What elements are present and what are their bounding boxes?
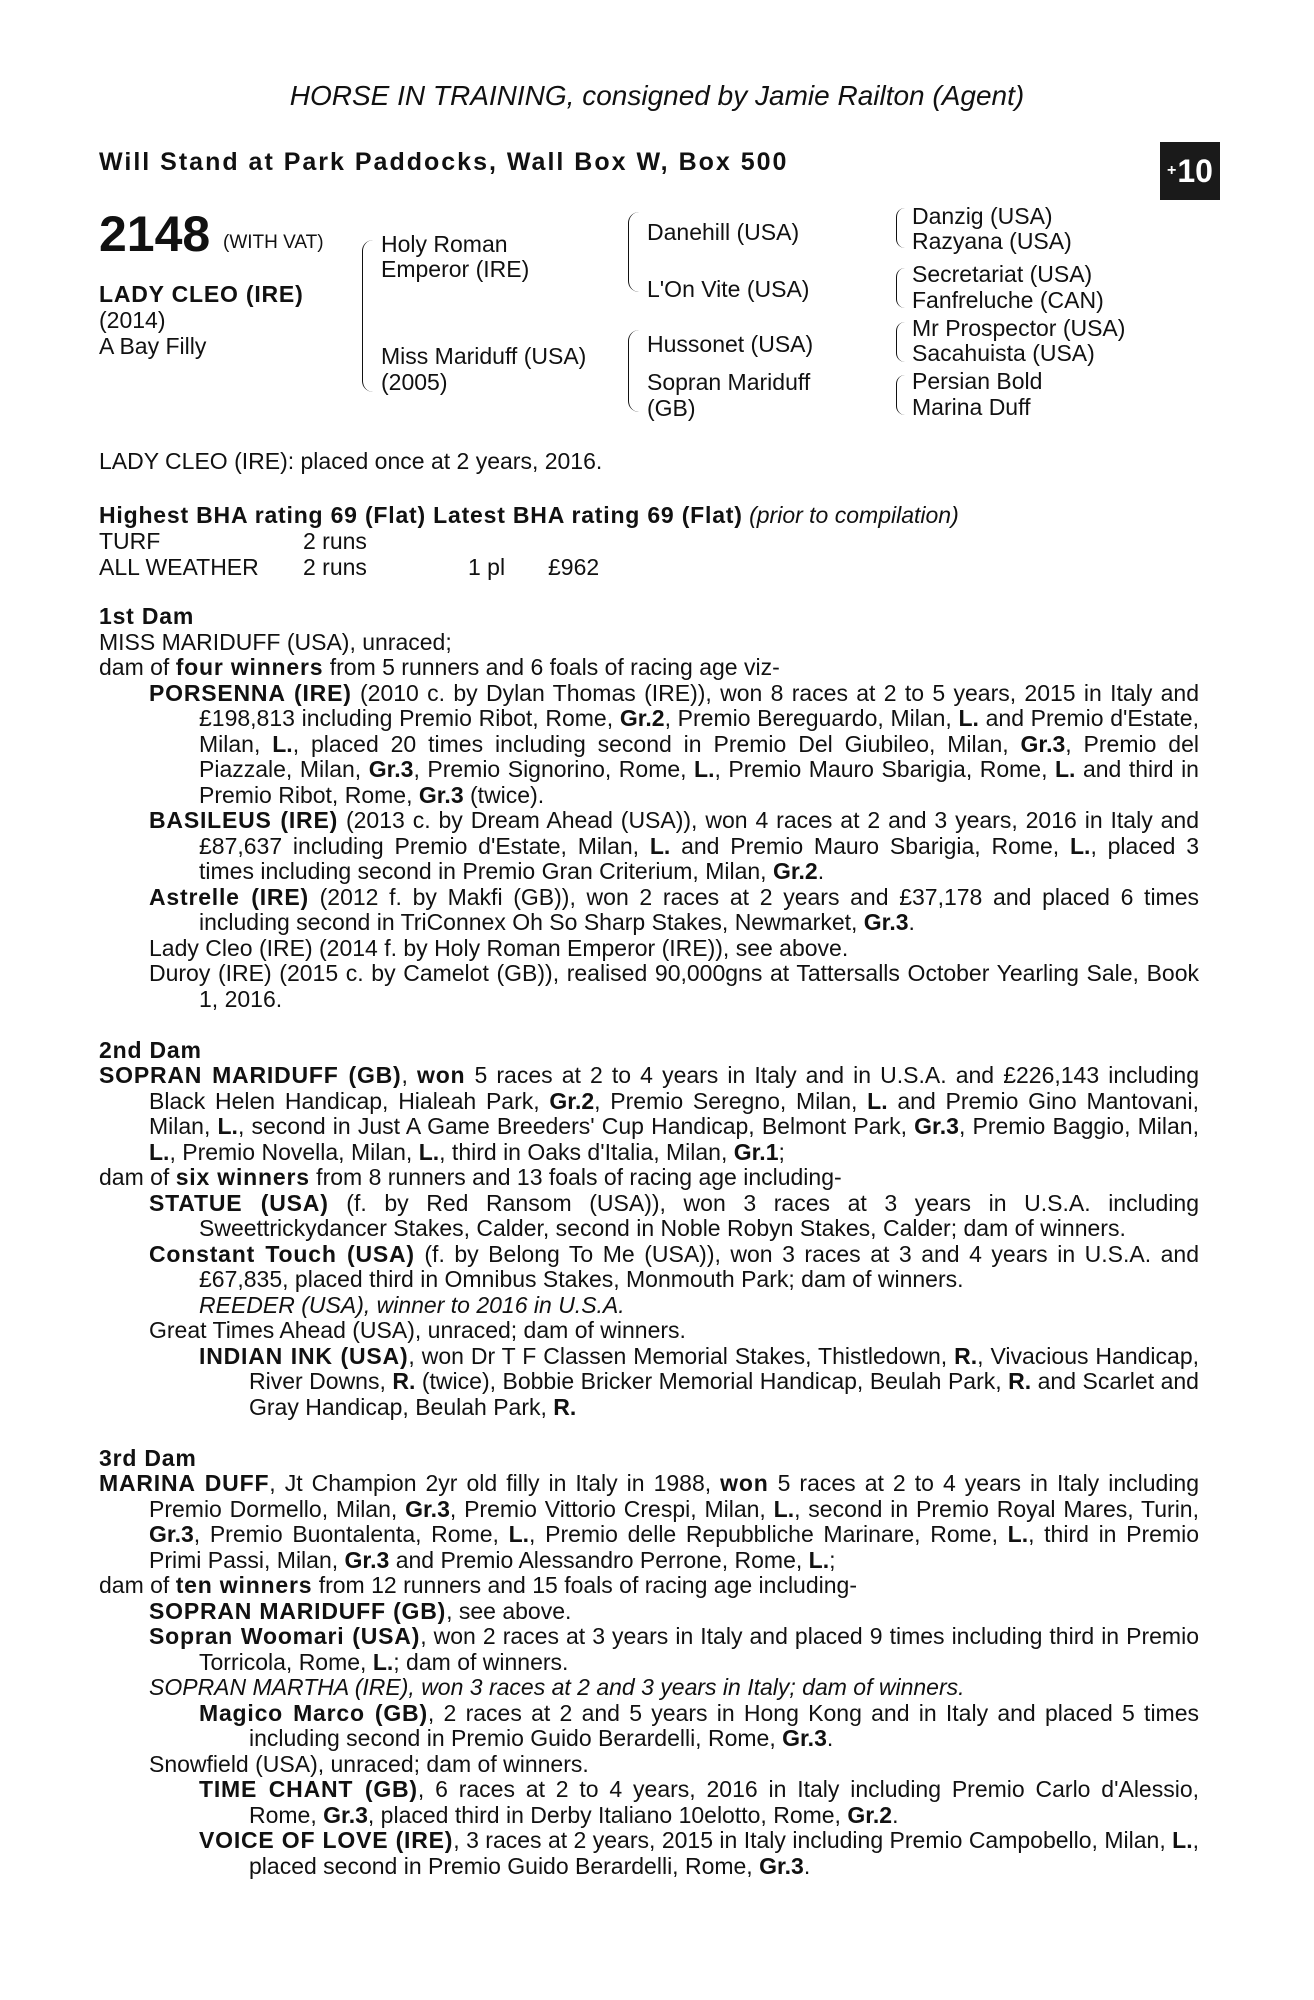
lot-number: 2148 bbox=[99, 206, 211, 262]
dam-year: (2005) bbox=[381, 369, 448, 395]
progeny-name: Magico Marco (GB) bbox=[199, 1699, 428, 1726]
progeny-name: TIME CHANT (GB) bbox=[199, 1776, 418, 1802]
progeny-duroy: Duroy (IRE) (2015 c. by Camelot (GB)), realised 90,000gns at Tattersalls October Yearling Sale, Book 1, 2016. bbox=[149, 960, 1199, 1012]
first-dam-record bbox=[99, 655, 1199, 681]
progeny-lady-cleo: Lady Cleo (IRE) (2014 f. by Holy Roman Emperor (IRE)), see above. bbox=[149, 934, 849, 961]
progeny-time-chant: TIME CHANT (GB), 6 races at 2 to 4 years, 2016 in Italy including Premio Carlo d'Alessio, Rome, Gr.3, placed third in Derby Italiano 10elotto, Rome, Gr.2. bbox=[199, 1776, 1200, 1828]
sire-sire: Danehill (USA) bbox=[647, 219, 800, 245]
third-dam-heading: 3rd Dam bbox=[99, 1444, 197, 1471]
turf-runs: 2 runs bbox=[303, 528, 367, 554]
sire-dam-dam: Fanfreluche (CAN) bbox=[912, 287, 1104, 313]
page-badge bbox=[1160, 142, 1220, 200]
dam-sire-dam: Sacahuista (USA) bbox=[912, 340, 1095, 366]
progeny-name: Constant Touch (USA) bbox=[149, 1240, 415, 1267]
progeny-indian-ink: INDIAN INK (USA), won Dr T F Classen Memorial Stakes, Thistledown, R., Vivacious Handicap, River Downs, R. (twice), Bobbie Bricker Memorial Handicap, Beulah Park, R. and Scarlet and Gray Handicap, Beulah Park, R. bbox=[199, 1342, 1199, 1420]
first-dam-heading: 1st Dam bbox=[99, 603, 195, 629]
dam-name: Miss Mariduff (USA) bbox=[381, 343, 587, 369]
pedigree-brace-3 bbox=[628, 330, 639, 412]
rating-note: (prior to compilation) bbox=[749, 502, 959, 528]
turf-label: TURF bbox=[99, 528, 161, 554]
third-dam-name: MARINA DUFF bbox=[99, 1470, 270, 1496]
bha-rating: Highest BHA rating 69 (Flat) Latest BHA rating 69 (Flat) bbox=[99, 502, 743, 528]
sire-name-cont: Emperor (IRE) bbox=[381, 256, 530, 282]
progeny-reeder: REEDER (USA), winner to 2016 in U.S.A. bbox=[199, 1291, 625, 1318]
dam-dam-sire: Persian Bold bbox=[912, 368, 1043, 394]
progeny-magico-marco: Magico Marco (GB), 2 races at 2 and 5 years in Hong Kong and in Italy and placed 5 times including second in Premio Guido Berardelli, Rome, Gr.3. bbox=[199, 1699, 1200, 1751]
progeny-porsenna: PORSENNA (IRE) (2010 c. by Dylan Thomas (IRE)), won 8 races at 2 to 5 years, 2015 in Italy and £198,813 including Premio Ribot, Rome, Gr.2, Premio Bereguardo, Milan, L. and Premio d'Estate, Milan, L., placed 20 times including second in Premio Del Giubileo, Milan, Gr.3, Premio del Piazzale, Milan, Gr.3, Premio Signorino, Rome, L., Premio Mauro Sbarigia, Rome, L. and third in Premio Ribot, Rome, Gr.3 (twice). bbox=[149, 679, 1200, 808]
second-dam-produce: dam of six winners from 8 runners and 13 foals of racing age including- bbox=[99, 1164, 842, 1190]
aw-runs: 2 runs bbox=[303, 554, 367, 580]
dam-sire: Hussonet (USA) bbox=[647, 331, 814, 357]
sire-dam-sire: Secretariat (USA) bbox=[912, 261, 1093, 287]
horse-description: A Bay Filly bbox=[99, 333, 207, 359]
dam-of-text: dam of bbox=[99, 654, 176, 680]
dam-details bbox=[99, 604, 1199, 1879]
progeny-sopran-martha: SOPRAN MARTHA (IRE), won 3 races at 2 and 3 years in Italy; dam of winners. bbox=[149, 1674, 965, 1700]
sire-sire-sire: Danzig (USA) bbox=[912, 203, 1053, 229]
progeny-name: Sopran Woomari (USA) bbox=[149, 1623, 421, 1649]
progeny-statue: STATUE (USA) (f. by Red Ransom (USA)), won 3 races at 3 years in U.S.A. including Sweettrickydancer Stakes, Calder, second in Noble Robyn Stakes, Calder; dam of winners. bbox=[149, 1189, 1199, 1241]
dam-dam-dam: Marina Duff bbox=[912, 394, 1031, 420]
progeny-name: SOPRAN MARIDUFF (GB) bbox=[149, 1597, 447, 1624]
progeny-name: BASILEUS (IRE) bbox=[149, 807, 339, 833]
sire-dam: L'On Vite (USA) bbox=[647, 276, 810, 302]
bha-rating-line bbox=[99, 503, 959, 528]
progeny-name: Astrelle (IRE) bbox=[149, 883, 309, 910]
progeny-name: VOICE OF LOVE (IRE) bbox=[199, 1827, 454, 1853]
horse-name: LADY CLEO (IRE) bbox=[99, 281, 304, 307]
horse-year: (2014) bbox=[99, 307, 166, 333]
sire-name: Holy Roman bbox=[381, 231, 508, 257]
aw-prize: £962 bbox=[548, 554, 600, 580]
third-dam-record: MARINA DUFF, Jt Champion 2yr old filly in Italy in 1988, won 5 races at 2 to 4 years in Italy including Premio Dormello, Milan, Gr.3, Premio Vittorio Crespi, Milan, L., second in Premio Royal Mares, Turin, Gr.3, Premio Buontalenta, Rome, L., Premio delle Repubbliche Marinare, Rome, L., third in Premio Primi Passi, Milan, Gr.3 and Premio Alessandro Perrone, Rome, L.; bbox=[99, 1470, 1199, 1573]
sire-sire-dam: Razyana (USA) bbox=[912, 228, 1072, 254]
progeny-constant-touch: Constant Touch (USA) (f. by Belong To Me (USA)), won 3 races at 3 and 4 years in U.S.A. and £67,835, placed third in Omnibus Stakes, Monmouth Park; dam of winners. bbox=[149, 1240, 1199, 1292]
pedigree-brace-5 bbox=[896, 268, 905, 308]
progeny-name: INDIAN INK (USA) bbox=[199, 1342, 409, 1369]
catalogue-header: HORSE IN TRAINING, consigned by Jamie Railton (Agent) bbox=[289, 80, 1025, 111]
dam-dam-cont: (GB) bbox=[647, 395, 696, 421]
progeny-name: PORSENNA (IRE) bbox=[149, 679, 352, 706]
progeny-sopran-woomari: Sopran Woomari (USA), won 2 races at 3 years in Italy and placed 9 times including third in Premio Torricola, Rome, L.; dam of winners. bbox=[149, 1623, 1199, 1675]
progeny-astrelle: Astrelle (IRE) (2012 f. by Makfi (GB)), won 2 races at 2 years and £37,178 and placed 6 times including second in TriConnex Oh So Sharp Stakes, Newmarket, Gr.3. bbox=[149, 883, 1199, 935]
progeny-voice-of-love: VOICE OF LOVE (IRE), 3 races at 2 years, 2015 in Italy including Premio Campobello, Milan, L., placed second in Premio Guido Berardelli, Rome, Gr.3. bbox=[199, 1827, 1199, 1879]
stand-location: Will Stand at Park Paddocks, Wall Box W, Box 500 bbox=[99, 148, 789, 176]
foals-text: from 5 runners and 6 foals of racing age viz- bbox=[323, 654, 780, 680]
progeny-sopran-mariduff: SOPRAN MARIDUFF (GB), see above. bbox=[149, 1597, 572, 1624]
first-dam-intro: MISS MARIDUFF (USA), unraced; bbox=[99, 628, 452, 655]
progeny-snowfield: Snowfield (USA), unraced; dam of winners. bbox=[149, 1750, 589, 1777]
pedigree-brace-6 bbox=[896, 322, 905, 362]
pedigree-brace-1 bbox=[362, 240, 373, 392]
race-summary: LADY CLEO (IRE): placed once at 2 years, 2016. bbox=[99, 448, 603, 474]
second-dam-heading: 2nd Dam bbox=[99, 1036, 202, 1063]
dam-sire-sire: Mr Prospector (USA) bbox=[912, 315, 1126, 341]
third-dam-produce: dam of ten winners from 12 runners and 15 foals of racing age including- bbox=[99, 1572, 857, 1598]
pedigree-brace-7 bbox=[896, 375, 905, 415]
winners-count: four winners bbox=[175, 654, 324, 680]
badge-plus: + bbox=[1167, 162, 1177, 179]
second-dam-name: SOPRAN MARIDUFF (GB) bbox=[99, 1062, 402, 1088]
progeny-name: STATUE (USA) bbox=[149, 1189, 329, 1216]
badge-number: 10 bbox=[1177, 152, 1213, 189]
vat-note: (WITH VAT) bbox=[223, 232, 324, 253]
pedigree-brace-2 bbox=[628, 212, 639, 292]
progeny-great-times-ahead: Great Times Ahead (USA), unraced; dam of winners. bbox=[149, 1317, 686, 1343]
second-dam-record: SOPRAN MARIDUFF (GB), won 5 races at 2 to 4 years in Italy and in U.S.A. and £226,143 including Black Helen Handicap, Hialeah Park, Gr.2, Premio Seregno, Milan, L. and Premio Gino Mantovani, Milan, L., second in Just A Game Breeders' Cup Handicap, Belmont Park, Gr.3, Premio Baggio, Milan, L., Premio Novella, Milan, L., third in Oaks d'Italia, Milan, Gr.1; bbox=[99, 1062, 1200, 1165]
aw-label: ALL WEATHER bbox=[99, 554, 259, 580]
aw-placings: 1 pl bbox=[468, 554, 506, 580]
pedigree-brace-4 bbox=[896, 208, 905, 248]
dam-dam: Sopran Mariduff bbox=[647, 369, 811, 395]
progeny-basileus: BASILEUS (IRE) (2013 c. by Dream Ahead (USA)), won 4 races at 2 and 3 years, 2016 in Italy and £87,637 including Premio d'Estate, Milan, L. and Premio Mauro Sbarigia, Rome, L., placed 3 times including second in Premio Gran Criterium, Milan, Gr.2. bbox=[149, 807, 1199, 884]
